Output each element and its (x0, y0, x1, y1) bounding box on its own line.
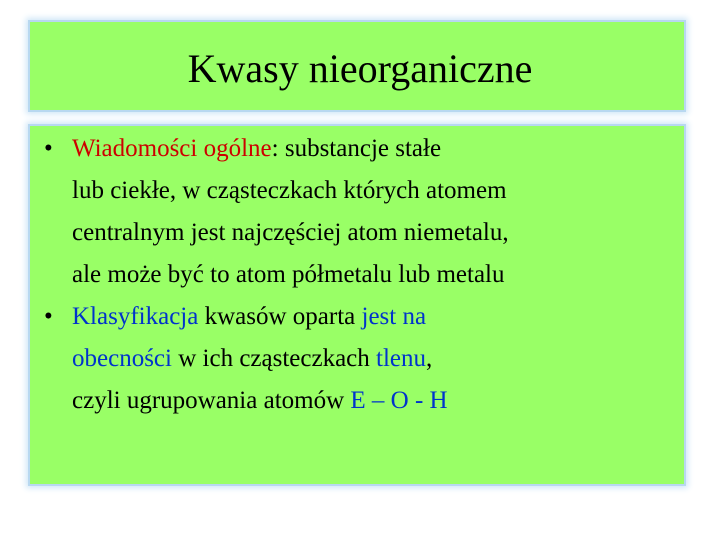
term-is-based: jest na (361, 303, 427, 330)
bullet-1-line-4: ale może być to atom półmetalu lub metalu (72, 261, 505, 288)
bullet-1-line-3: centralnym jest najczęściej atom niemetalu, (72, 219, 509, 246)
slide-title: Kwasy nieorganiczne (187, 46, 533, 91)
bullet-item-2 (30, 296, 680, 422)
term-classification: Klasyfikacja (72, 303, 199, 330)
bullet-2-text-a: kwasów oparta (198, 303, 362, 330)
bullet-item-1 (30, 128, 680, 296)
bullet-2-line-2 (72, 338, 680, 380)
term-presence: obecności (72, 345, 172, 372)
bullet-dot: • (44, 303, 53, 330)
bullet-2-line-3 (72, 380, 680, 422)
bullet-general-info (30, 128, 680, 296)
bullet-2-text-b: w ich cząsteczkach (171, 345, 377, 372)
bullet-2-text-c: , (426, 345, 433, 372)
bullet-1-text-1: : substancje stałe (271, 135, 442, 162)
formula-e-o-h: E – O - H (350, 387, 448, 414)
bullet-classification (30, 296, 680, 422)
bullet-dot: • (44, 135, 53, 162)
bullet-2-line-1 (72, 296, 680, 338)
bullet-1-line-2: lub ciekłe, w cząsteczkach których atomem (72, 177, 507, 204)
term-oxygen: tlenu (376, 345, 427, 372)
bullet-2-text-d: czyli ugrupowania atomów (72, 387, 351, 414)
term-general-info: Wiadomości ogólne (72, 135, 272, 162)
bullet-1-line-1 (72, 128, 680, 170)
